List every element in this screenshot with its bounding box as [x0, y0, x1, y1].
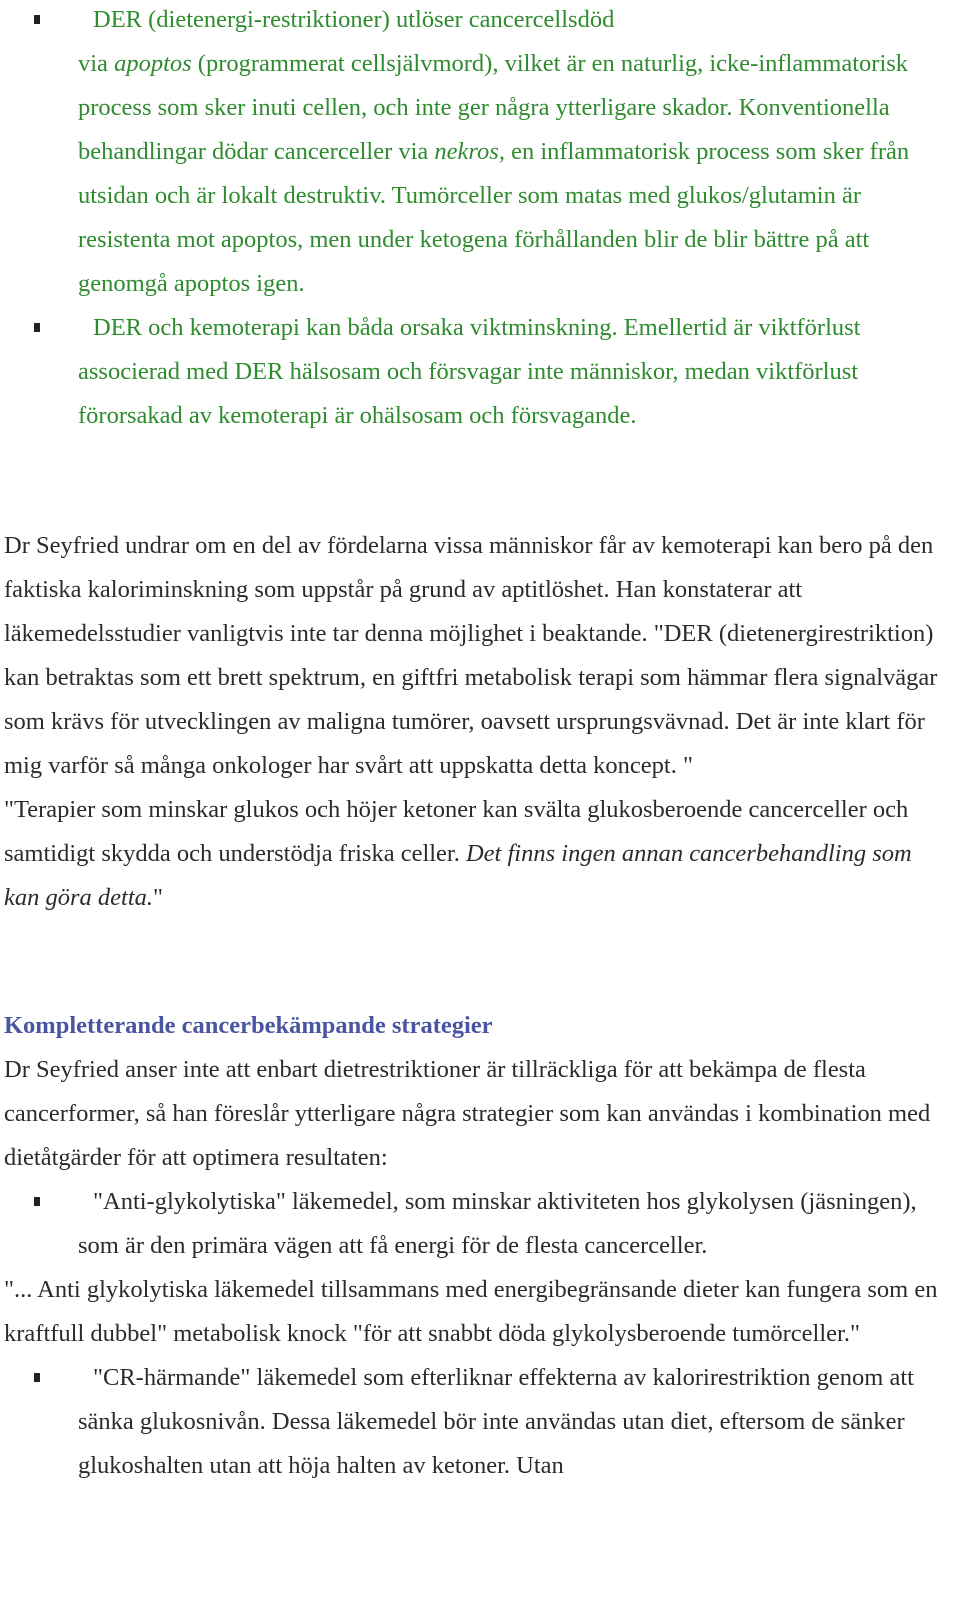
- list-item-anti-glycolytic: [0, 1180, 960, 1268]
- paragraph-quote-glycolytic: "... Anti glykolytiska läkemedel tillsammans med energibegränsande dieter kan fungera som en kraftfull dubbel" metabolisk knock "för att snabbt döda glykolysberoende tumörceller.": [4, 1276, 938, 1347]
- bullet-icon: [34, 1197, 40, 1206]
- section-complementary-strategies: [0, 1004, 960, 1488]
- paragraph-chemotherapy: Dr Seyfried undrar om en del av fördelarna vissa människor får av kemoterapi kan bero på den faktiska kaloriminskning som uppstår på grund av aptitlöshet. Han konstaterar att läkemedelsstudier vanligtvis inte tar denna möjlighet i beaktande. "DER (dietenergirestriktion) kan betraktas som ett brett spektrum, en giftfri metabolisk terapi som hämmar flera signalvägar som krävs för utvecklingen av maligna tumörer, oavsett ursprungsvävnad. Det är inte klart för mig varför så många onkologer har svårt att uppskatta detta koncept. ": [4, 532, 938, 779]
- bullet-lead-text: DER och kemoterapi kan båda orsaka viktminskning.: [93, 314, 618, 341]
- list-item-cr-mimetic: [0, 1356, 960, 1488]
- quote-italic-text: Det finns ingen annan cancerbehandling som kan göra detta.: [4, 840, 912, 911]
- bullet-text: (programmerat cellsjälvmord), vilket är en naturlig, icke-inflammatorisk process som sker inuti cellen, och inte ger några ytterligare skador. Konventionella behandlingar dödar cancerceller via: [78, 50, 909, 165]
- section-heading: Kompletterande cancerbekämpande strategier: [4, 1012, 493, 1039]
- bullet-lead-text: "CR-härmande" läkemedel som efterliknar effekterna av kalorirestriktion: [93, 1364, 811, 1391]
- quote-end: ": [153, 884, 164, 911]
- body-section-seyfried: [0, 524, 960, 920]
- list-item-der-apoptosis: [0, 0, 960, 306]
- bullet-text: Emellertid är viktförlust associerad med DER hälsosam och försvagar inte människor, medan viktförlust förorsakad av kemoterapi är ohälsosam och försvagande.: [78, 314, 861, 429]
- bullet-text: genom att sänka glukosnivån. Dessa läkemedel bör inte användas utan diet, eftersom de sänker glukoshalten utan att höja halten av ketoner. Utan: [78, 1364, 914, 1479]
- bullet-text: (jäsningen), som är den primära vägen att få energi för de flesta cancerceller.: [78, 1188, 917, 1259]
- list-item-weight-loss: [0, 306, 960, 438]
- quote-text: "Terapier som minskar glukos och höjer ketoner kan svälta glukosberoende cancerceller och samtidigt skydda och understödja friska celler.: [4, 796, 909, 867]
- paragraph-strategies-intro: Dr Seyfried anser inte att enbart dietrestriktioner är tillräckliga för att bekämpa de flesta cancerformer, så han föreslår ytterligare några strategier som kan användas i kombination med dietåtgärder för att optimera resultaten:: [4, 1056, 931, 1171]
- italic-term-nekros: nekros,: [434, 138, 505, 165]
- bullet-list-top: [0, 0, 960, 438]
- paragraph-quote-therapies: [0, 788, 960, 920]
- bullet-icon: [34, 323, 40, 332]
- italic-term-apoptos: apoptos: [114, 50, 192, 77]
- bullet-text: via: [78, 50, 115, 77]
- bullet-lead-text: "Anti-glykolytiska" läkemedel, som minskar aktiviteten hos glykolysen: [93, 1188, 795, 1215]
- bullet-text: en inflammatorisk process som sker från utsidan och är lokalt destruktiv. Tumörceller som matas med glukos/glutamin är resistenta mot apoptos, men under ketogena förhållanden blir de blir bättre på att genomgå apoptos igen.: [78, 138, 910, 297]
- bullet-icon: [34, 1373, 40, 1382]
- bullet-icon: [34, 15, 40, 24]
- bullet-lead-text: DER (dietenergi-restriktioner) utlöser cancercellsdöd: [93, 6, 615, 33]
